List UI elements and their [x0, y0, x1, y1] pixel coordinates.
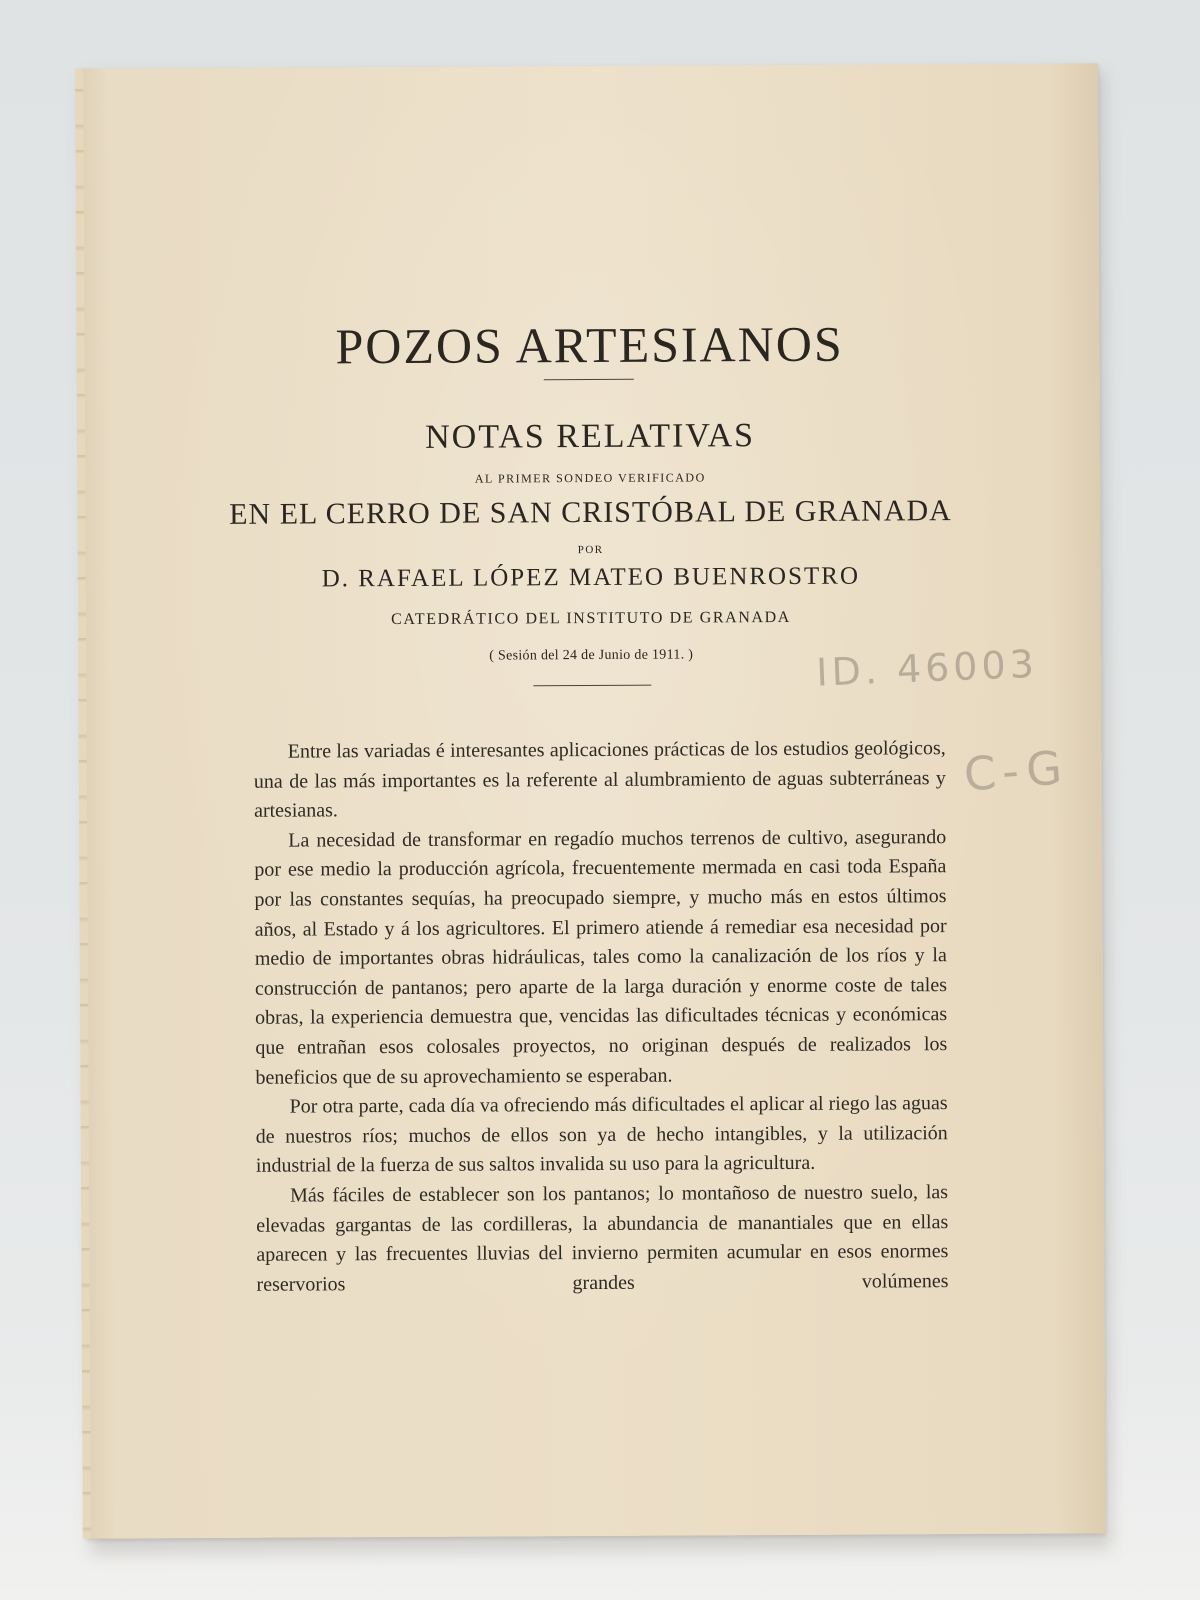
- document-page: [78, 63, 1106, 1538]
- paragraph: La necesidad de transformar en regadío muchos terrenos de cultivo, asegurando por ese medio la producción agrícola, frecuentemente mermada en casi toda España por las constantes sequías, ha preocupado siempre, y mucho más en estos últimos años, al Estado y á los agricultores. El primero atiende á remediar esa necesidad por medio de importantes obras hidráulicas, tales como la canalización de los ríos y la construcción de pantanos; pero aparte de la larga duración y enorme coste de tales obras, la experiencia demuestra que, vencidas las dificultades técnicas y económicas que entrañan esos colosales proyectos, no originan después de realizados los beneficios que de su aprovechamiento se esperaban.: [254, 825, 948, 1089]
- paragraph: Más fáciles de establecer son los pantanos; lo montañoso de nuestro suelo, las elevadas gargantas de las cordilleras, la abundancia de manantiales que en ellas aparecen y las frecuentes lluvias del invierno permiten acumular en esos enormes reservorios grandes volúmenes: [256, 1181, 949, 1296]
- paragraph: Entre las variadas é interesantes aplicaciones prácticas de los estudios geológicos, una de las más importantes es la referente al alumbramiento de aguas subterráneas y artesianas.: [253, 737, 946, 822]
- author-name: D. RAFAEL LÓPEZ MATEO BUENROSTRO: [321, 562, 861, 593]
- document-title: POZOS ARTESIANOS: [335, 315, 844, 375]
- handwritten-mark-note: C-G: [961, 739, 1070, 802]
- handwritten-id-note: ID. 46003: [815, 641, 1039, 695]
- session-divider: [533, 685, 651, 687]
- body-text: [254, 734, 949, 1300]
- document-subtitle: NOTAS RELATIVAS: [425, 417, 756, 456]
- location-heading: EN EL CERRO DE SAN CRISTÓBAL DE GRANADA: [229, 494, 952, 531]
- author-preposition: POR: [577, 543, 604, 557]
- session-date: ( Sesión del 24 de Junio de 1911. ): [489, 647, 694, 664]
- author-position: CATEDRÁTICO DEL INSTITUTO DE GRANADA: [391, 608, 791, 629]
- title-divider: [544, 379, 634, 380]
- paragraph: Por otra parte, cada día va ofreciendo más dificultades el aplicar al riego las aguas de nuestros ríos; muchos de ellos son ya de hecho intangibles, y la utilización industrial de la fuerza de sus saltos invalida su uso para la agricultura.: [255, 1092, 948, 1178]
- subtitle-note: AL PRIMER SONDEO VERIFICADO: [474, 470, 706, 486]
